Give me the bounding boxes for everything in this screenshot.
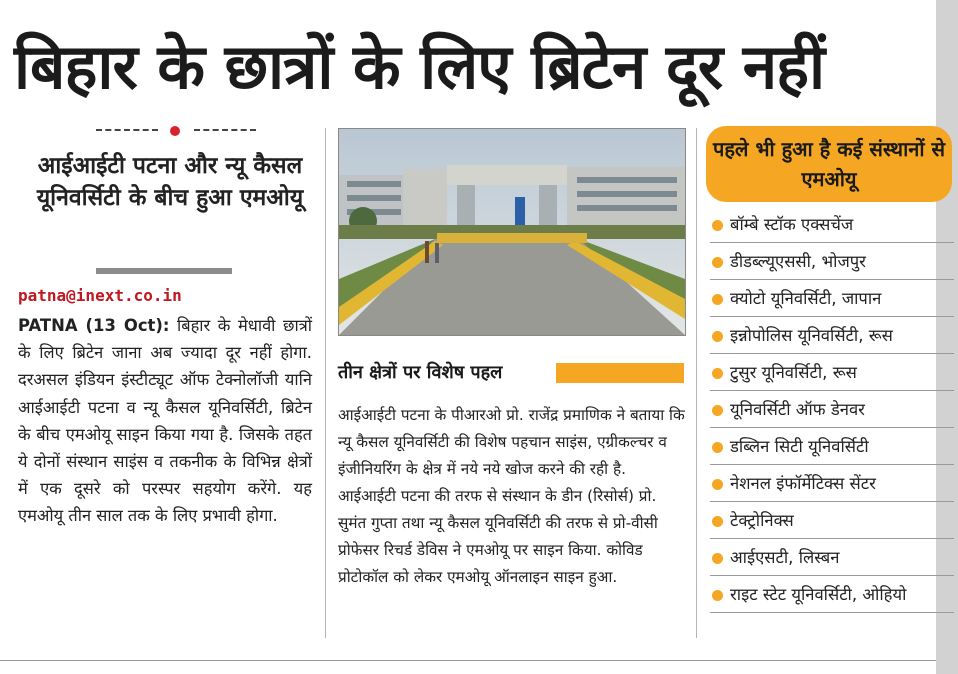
bullet-icon — [712, 516, 723, 527]
list-item: आईएसटी, लिस्बन — [710, 539, 954, 576]
article-body-left — [18, 312, 312, 530]
list-item: टेक्ट्रोनिक्स — [710, 502, 954, 539]
dateline: PATNA (13 Oct): — [18, 316, 170, 335]
list-item: डीडब्ल्यूएससी, भोजपुर — [710, 243, 954, 280]
column-divider — [696, 128, 697, 638]
section-title-bar — [556, 363, 684, 383]
article-body-middle: आईआईटी पटना के पीआरओ प्रो. राजेंद्र प्रमाणिक ने बताया कि न्यू कैसल यूनिवर्सिटी की विशेष पहचान साइंस, एग्रीकल्चर व इंजीनियरिंग के क्षेत्र में नये नये खोज करने की रही है. आईआईटी पटना की तरफ से संस्थान के डीन (रिसोर्स) प्रो. सुमंत गुप्ता तथा न्यू कैसल यूनिवर्सिटी की तरफ से प्रो-वीसी प्रोफेसर रिचर्ड डेविस ने एमओयू पर साइन किया. कोविड प्रोटोकॉल को लेकर एमओयू ऑनलाइन साइन हुआ. — [338, 406, 685, 586]
list-item: नेशनल इंफॉर्मेटिक्स सेंटर — [710, 465, 954, 502]
article-text-left: बिहार के मेधावी छात्रों के लिए ब्रिटेन जाना अब ज्यादा दूर नहीं होगा. दरअसल इंडियन इंस्टीट्यूट ऑफ टेक्नोलॉजी यानि आईआईटी पटना व न्यू कैसल यूनिवर्सिटी, ब्रिटेन के बीच एमओयू साइन किया गया है. जिसके तहत ये दोनों संस्थान साइंस व तकनीक के विभिन्न क्षेत्रों में एक दूसरे को परस्पर सहयोग करेंगे. यह एमओयू तीन साल तक के लिए प्रभावी होगा. — [18, 316, 313, 526]
list-item: डब्लिन सिटी यूनिवर्सिटी — [710, 428, 954, 465]
bullet-icon — [712, 590, 723, 601]
campus-photo-illustration — [339, 129, 685, 335]
list-item: यूनिवर्सिटी ऑफ डेनवर — [710, 391, 954, 428]
bullet-icon — [712, 368, 723, 379]
campus-photo — [338, 128, 686, 336]
bottom-rule — [0, 660, 936, 661]
subheadline-rule — [96, 268, 232, 274]
red-dot-icon — [170, 126, 180, 136]
bullet-icon — [712, 294, 723, 305]
bullet-icon — [712, 553, 723, 564]
list-item: बॉम्बे स्टॉक एक्सचेंज — [710, 206, 954, 243]
list-item: इन्नोपोलिस यूनिवर्सिटी, रूस — [710, 317, 954, 354]
subheadline: आईआईटी पटना और न्यू कैसल यूनिवर्सिटी के बीच हुआ एमओयू — [36, 153, 304, 211]
bullet-icon — [712, 331, 723, 342]
list-item: क्योटो यूनिवर्सिटी, जापान — [710, 280, 954, 317]
bullet-icon — [712, 442, 723, 453]
column-divider — [325, 128, 326, 638]
bullet-icon — [712, 479, 723, 490]
section-title: तीन क्षेत्रों पर विशेष पहल — [338, 362, 503, 383]
list-item: टुसुर यूनिवर्सिटी, रूस — [710, 354, 954, 391]
list-item: राइट स्टेट यूनिवर्सिटी, ओहियो — [710, 576, 954, 613]
sidebar-title: पहले भी हुआ है कई संस्थानों से एमओयू — [706, 126, 952, 202]
bullet-icon — [712, 220, 723, 231]
decorative-divider — [96, 126, 256, 134]
bullet-icon — [712, 257, 723, 268]
mou-institutions-list — [710, 206, 954, 613]
reporter-email[interactable]: patna@inext.co.in — [18, 286, 182, 305]
bullet-icon — [712, 405, 723, 416]
headline: बिहार के छात्रों के लिए ब्रिटेन दूर नहीं — [14, 30, 825, 103]
